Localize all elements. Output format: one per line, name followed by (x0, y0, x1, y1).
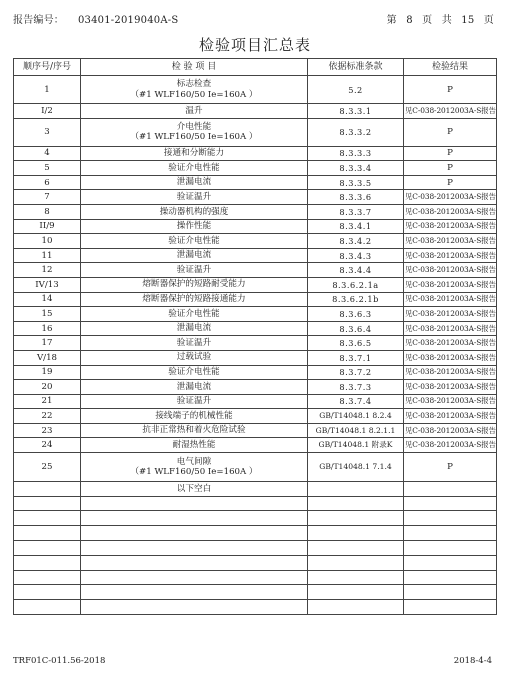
form-date: 2018-4-4 (453, 656, 492, 666)
row-result: 见C-038-2012003A-S报告 (404, 394, 497, 409)
column-header-number: 顺序号/序号 (14, 59, 81, 76)
row-number: 8 (14, 204, 81, 219)
row-item (81, 204, 308, 219)
row-item (81, 321, 308, 336)
item-sample: （#1 WLF160/50 Ie=160A ） (130, 467, 258, 478)
row-item (81, 394, 308, 409)
row-number: 21 (14, 394, 81, 409)
row-number (14, 555, 81, 570)
row-result (404, 482, 497, 497)
table-row (14, 307, 497, 322)
row-item (81, 423, 308, 438)
row-number: 11 (14, 248, 81, 263)
page-indicator: 第 8 页 共 15 页 (386, 15, 494, 26)
row-item (81, 511, 308, 526)
row-number (14, 496, 81, 511)
item-name: 泄漏电流 (176, 250, 212, 261)
table-row (14, 336, 497, 351)
row-result: P (404, 118, 497, 146)
row-result (404, 600, 497, 615)
row-clause (308, 555, 404, 570)
row-clause: 8.3.3.3 (308, 146, 404, 161)
item-name: 标志检查 (176, 79, 212, 89)
row-number: 25 (14, 453, 81, 482)
row-item (81, 365, 308, 380)
row-result: P (404, 453, 497, 482)
row-number (14, 585, 81, 600)
row-number (14, 526, 81, 541)
row-number: 20 (14, 380, 81, 395)
row-result (404, 541, 497, 556)
row-clause: 8.3.3.5 (308, 175, 404, 190)
table-row-blank (14, 555, 497, 570)
table-row (14, 365, 497, 380)
row-clause (308, 482, 404, 497)
item-name: 电气间隙 (176, 456, 212, 467)
row-clause: 8.3.7.2 (308, 365, 404, 380)
row-clause: 8.3.6.2.1a (308, 277, 404, 292)
table-row (14, 423, 497, 438)
item-name: 接线端子的机械性能 (155, 410, 233, 421)
item-name: 泄漏电流 (176, 323, 212, 334)
row-number: 5 (14, 161, 81, 176)
row-number: 22 (14, 409, 81, 424)
row-result (404, 496, 497, 511)
table-body (14, 76, 497, 615)
row-result: 见C-038-2012003A-S报告 (404, 277, 497, 292)
row-clause (308, 570, 404, 585)
table-row (14, 263, 497, 278)
item-name: 验证介电性能 (168, 308, 220, 319)
row-result: 见C-038-2012003A-S报告 (404, 204, 497, 219)
row-clause: 8.3.3.4 (308, 161, 404, 176)
row-item (81, 219, 308, 234)
row-number (14, 541, 81, 556)
page-header (13, 11, 494, 25)
row-clause: GB/T14048.1 7.1.4 (308, 453, 404, 482)
row-clause (308, 526, 404, 541)
row-result (404, 555, 497, 570)
row-number: 23 (14, 423, 81, 438)
row-number: 19 (14, 365, 81, 380)
row-result: 见C-038-2012003A-S报告 (404, 234, 497, 249)
row-clause: 8.3.4.1 (308, 219, 404, 234)
row-item (81, 263, 308, 278)
row-result: 见C-038-2012003A-S报告 (404, 423, 497, 438)
row-clause (308, 511, 404, 526)
item-name: 验证温升 (176, 264, 212, 275)
item-name: 验证温升 (176, 396, 212, 407)
row-clause: 8.3.6.2.1b (308, 292, 404, 307)
table-row (14, 438, 497, 453)
row-result: 见C-038-2012003A-S报告 (404, 365, 497, 380)
row-item (81, 570, 308, 585)
table-row (14, 234, 497, 249)
end-note: 以下空白 (81, 482, 308, 497)
row-item (81, 600, 308, 615)
row-number: 10 (14, 234, 81, 249)
item-name: 泄漏电流 (176, 381, 212, 392)
table-row (14, 394, 497, 409)
row-item (81, 336, 308, 351)
table-row-blank (14, 600, 497, 615)
table-row (14, 190, 497, 205)
table-header-row (14, 59, 497, 76)
row-number: 1 (14, 76, 81, 104)
row-number: 3 (14, 118, 81, 146)
row-clause: 8.3.6.4 (308, 321, 404, 336)
table-row-blank (14, 541, 497, 556)
row-clause (308, 496, 404, 511)
row-item (81, 453, 308, 482)
item-name: 温升 (185, 105, 203, 116)
row-clause: 8.3.7.4 (308, 394, 404, 409)
row-item (81, 526, 308, 541)
table-row (14, 204, 497, 219)
item-name: 熔断器保护的短路耐受能力 (142, 279, 246, 290)
item-name: 验证介电性能 (168, 367, 220, 378)
row-item (81, 307, 308, 322)
row-result: 见C-038-2012003A-S报告 (404, 438, 497, 453)
row-item (81, 585, 308, 600)
table-row (14, 380, 497, 395)
row-number: IV/13 (14, 277, 81, 292)
row-clause: 8.3.4.4 (308, 263, 404, 278)
row-result: P (404, 161, 497, 176)
table-row (14, 321, 497, 336)
row-clause: GB/T14048.1 附录K (308, 438, 404, 453)
item-name: 泄漏电流 (176, 177, 212, 188)
row-clause: 5.2 (308, 76, 404, 104)
table-row (14, 277, 497, 292)
inspection-summary-table (13, 58, 497, 615)
row-clause: GB/T14048.1 8.2.1.1 (308, 423, 404, 438)
row-item (81, 350, 308, 365)
form-code: TRF01C-011.56-2018 (13, 656, 106, 666)
report-number: 03401-2019040A-S (78, 15, 179, 26)
table-row-blank (14, 570, 497, 585)
row-item (81, 190, 308, 205)
row-item (81, 496, 308, 511)
table-row-blank (14, 496, 497, 511)
row-result: 见C-038-2012003A-S报告 (404, 104, 497, 119)
item-sample: （#1 WLF160/50 Ie=160A ） (130, 132, 258, 143)
row-number: V/18 (14, 350, 81, 365)
row-item (81, 104, 308, 119)
row-result: P (404, 76, 497, 104)
row-result: 见C-038-2012003A-S报告 (404, 248, 497, 263)
row-number: 7 (14, 190, 81, 205)
row-item (81, 248, 308, 263)
row-number: 4 (14, 146, 81, 161)
row-result: 见C-038-2012003A-S报告 (404, 321, 497, 336)
table-row (14, 248, 497, 263)
row-clause: 8.3.7.3 (308, 380, 404, 395)
row-result: P (404, 175, 497, 190)
item-name: 抗非正常热和着火危险试验 (142, 425, 246, 436)
column-header-clause: 依据标准条款 (308, 59, 404, 76)
column-header-result: 检验结果 (404, 59, 497, 76)
row-number: 15 (14, 307, 81, 322)
row-item (81, 118, 308, 146)
table-row-blank (14, 511, 497, 526)
row-result: 见C-038-2012003A-S报告 (404, 190, 497, 205)
row-result: 见C-038-2012003A-S报告 (404, 350, 497, 365)
item-sample: （#1 WLF160/50 Ie=160A ） (130, 89, 258, 100)
report-number-label: 报告编号： (13, 15, 64, 26)
row-result: 见C-038-2012003A-S报告 (404, 409, 497, 424)
row-number: I/2 (14, 104, 81, 119)
row-result: 见C-038-2012003A-S报告 (404, 336, 497, 351)
table-row (14, 292, 497, 307)
row-number: 14 (14, 292, 81, 307)
row-item (81, 409, 308, 424)
item-name: 接通和分断能力 (163, 148, 225, 159)
table-row (14, 453, 497, 482)
table-row (14, 161, 497, 176)
table-row-end-note (14, 482, 497, 497)
page-footer (13, 656, 492, 668)
row-number: 17 (14, 336, 81, 351)
row-item (81, 292, 308, 307)
row-clause: 8.3.4.2 (308, 234, 404, 249)
column-header-item: 检 验 项 目 (81, 59, 308, 76)
row-clause (308, 600, 404, 615)
row-item (81, 438, 308, 453)
row-result (404, 526, 497, 541)
item-name: 介电性能 (176, 121, 212, 132)
row-clause: 8.3.7.1 (308, 350, 404, 365)
row-result: 见C-038-2012003A-S报告 (404, 380, 497, 395)
item-name: 验证介电性能 (168, 162, 220, 173)
row-number (14, 570, 81, 585)
row-item (81, 555, 308, 570)
row-item (81, 76, 308, 104)
row-item (81, 380, 308, 395)
row-item (81, 541, 308, 556)
table-row (14, 175, 497, 190)
row-clause: 8.3.6.3 (308, 307, 404, 322)
row-number: II/9 (14, 219, 81, 234)
table-row (14, 118, 497, 146)
row-number (14, 511, 81, 526)
row-item (81, 234, 308, 249)
row-number: 16 (14, 321, 81, 336)
row-number: 12 (14, 263, 81, 278)
row-item (81, 161, 308, 176)
row-clause: 8.3.3.2 (308, 118, 404, 146)
row-result (404, 511, 497, 526)
row-result: P (404, 146, 497, 161)
row-result: 见C-038-2012003A-S报告 (404, 307, 497, 322)
row-result: 见C-038-2012003A-S报告 (404, 219, 497, 234)
row-number: 6 (14, 175, 81, 190)
table-row-blank (14, 526, 497, 541)
item-name: 验证温升 (176, 191, 212, 202)
row-clause: 8.3.3.7 (308, 204, 404, 219)
row-clause (308, 541, 404, 556)
row-result: 见C-038-2012003A-S报告 (404, 263, 497, 278)
item-name: 验证温升 (176, 337, 212, 348)
row-result (404, 585, 497, 600)
row-clause (308, 585, 404, 600)
row-item (81, 175, 308, 190)
table-row (14, 104, 497, 119)
item-name: 耐湿热性能 (172, 440, 216, 451)
row-clause: 8.3.6.5 (308, 336, 404, 351)
row-number (14, 600, 81, 615)
item-name: 验证介电性能 (168, 235, 220, 246)
item-name: 过载试验 (176, 352, 212, 363)
table-row (14, 350, 497, 365)
item-name: 熔断器保护的短路接通能力 (142, 294, 246, 305)
table-row (14, 76, 497, 104)
row-number: 24 (14, 438, 81, 453)
table-row (14, 219, 497, 234)
row-item (81, 146, 308, 161)
table-row (14, 409, 497, 424)
row-item (81, 277, 308, 292)
page-title: 检验项目汇总表 (198, 36, 311, 54)
row-result (404, 570, 497, 585)
row-number (14, 482, 81, 497)
item-name: 操动器机构的强度 (159, 206, 229, 217)
row-clause: 8.3.4.3 (308, 248, 404, 263)
row-result: 见C-038-2012003A-S报告 (404, 292, 497, 307)
item-name: 操作性能 (176, 221, 212, 232)
row-clause: 8.3.3.6 (308, 190, 404, 205)
row-clause: 8.3.3.1 (308, 104, 404, 119)
table-row (14, 146, 497, 161)
row-clause: GB/T14048.1 8.2.4 (308, 409, 404, 424)
table-row-blank (14, 585, 497, 600)
